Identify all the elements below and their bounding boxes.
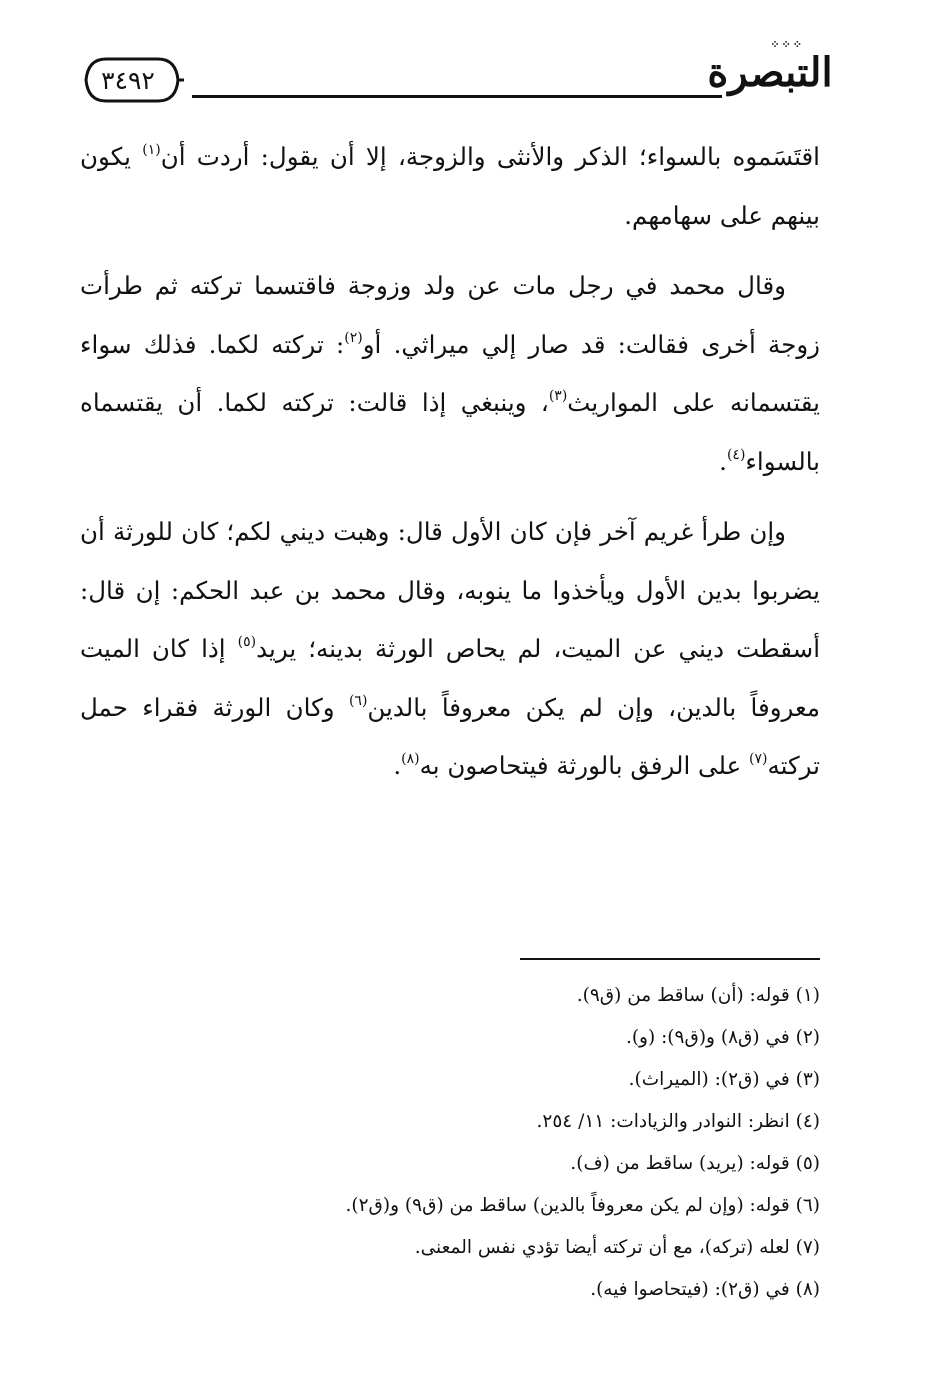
footnote-line: (٧) لعله (تركه)، مع أن تركته أيضا تؤدي نفس المعنى. [414,1237,820,1258]
footnote-marker: (٥) [237,634,257,650]
footnote-line: (٤) انظر: النوادر والزيادات: ١١/ ٢٥٤. [536,1111,820,1132]
book-title [707,38,833,102]
footnote-marker: (٢) [344,329,363,346]
body-paragraph [80,128,820,245]
page-number-frame [80,54,184,106]
body-text-segment: : تركته لكما. فذلك سواء يقتسمانه على المواريث [80,329,820,417]
footnote-separator [520,958,820,960]
footnote-marker: (٧) [749,751,768,767]
footnote-marker: (١) [142,142,161,158]
title-ornament-icon: ⁘⁘⁘ [770,38,804,51]
body-text-segment: يكون بينهم على سهامهم. [80,142,820,230]
page-number: ٣٤٩٢ [101,65,155,95]
body-text-segment: وكان الورثة فقراء حمل تركته [80,692,820,780]
main-text [80,128,820,808]
body-paragraph [80,503,820,796]
body-text-segment: . [719,446,727,476]
body-text-segment: . [393,751,402,780]
footnote-marker: (٦) [348,692,368,709]
footnotes-section [80,975,820,1311]
footnote-marker: (٤) [726,446,746,463]
body-text-segment: على الرفق بالورثة فيتحاصون به [419,751,749,780]
footnote-line: (٨) في (ق٢): (فيتحاصوا فيه). [590,1279,820,1300]
body-text-segment: إذا كان الميت معروفاً بالدين، وإن لم يكن معروفاً بالدين [80,634,820,722]
header-rule [192,95,722,98]
body-text-segment: وقال محمد في رجل مات عن ولد وزوجة فاقتسما تركته ثم طرأت زوجة أخرى فقالت: قد صار إلي ميراثي. أو [80,271,821,359]
body-paragraph [80,257,820,491]
footnote-line: (٥) قوله: (يريد) ساقط من (ف). [570,1153,820,1174]
footnote-line: (٦) قوله: (وإن لم يكن معروفاً بالدين) ساقط من (ق٩) و(ق٢). [345,1195,820,1216]
footnote-line: (١) قوله: (أن) ساقط من (ق٩). [576,985,820,1006]
footnote-line: (٣) في (ق٢): (الميراث). [628,1069,820,1090]
page-header [80,38,833,112]
body-text-segment: اقتَسَموه بالسواء؛ الذكر والأنثى والزوجة، إلا أن يقول: أردت أن [160,142,820,171]
footnote-line: (٢) في (ق٨) و(ق٩): (و). [625,1027,820,1048]
book-title-text: التبصرة [707,48,833,96]
footnote-marker: (٨) [401,751,420,767]
body-text-segment: وإن طرأ غريم آخر فإن كان الأول قال: وهبت ديني لكم؛ كان للورثة أن يضربوا بدين الأول ويأخذوا ما ينوبه، وقال محمد بن عبد الحكم: إن قال: أسقطت ديني عن الميت، لم يحاص الورثة بدينه؛ يريد [80,517,820,663]
body-text-segment: ، وينبغي إذا قالت: تركته لكما. أن يقتسماه بالسواء [80,388,820,476]
footnote-marker: (٣) [548,388,568,404]
